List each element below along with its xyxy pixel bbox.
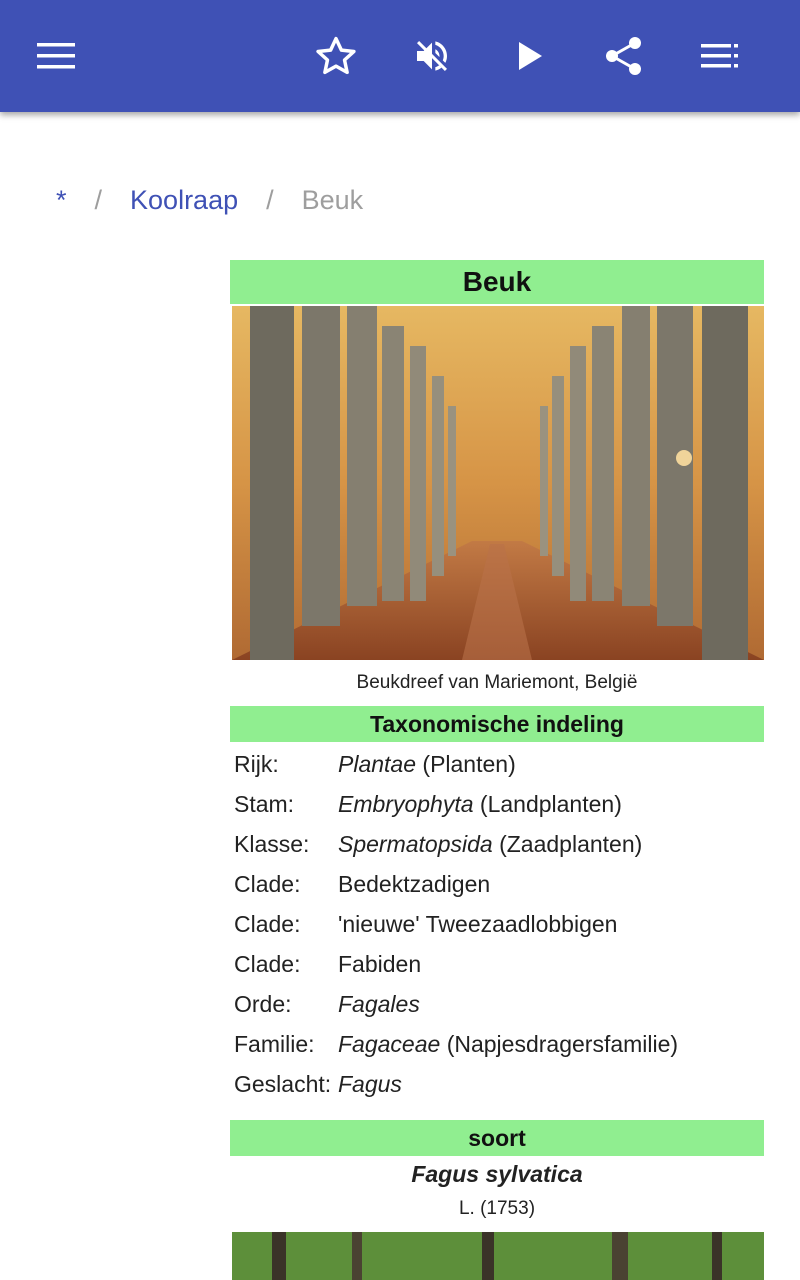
star-outline-icon [315,36,357,76]
taxonomy-rank: Clade: [234,910,301,937]
taxonomy-rank: Stam: [234,790,295,817]
taxonomy-rank: Rijk: [234,750,279,777]
taxonomy-row [230,864,764,904]
breadcrumb-parent-link[interactable]: Koolraap [130,184,239,215]
taxonomy-row [230,824,764,864]
breadcrumb-separator: / [266,184,274,215]
species-author: L. (1753) [458,1198,536,1219]
taxonomy-value[interactable] [338,871,490,898]
play-icon [517,41,543,71]
taxonomy-rank: Klasse: [234,830,310,857]
favorite-button[interactable] [308,28,364,84]
taxonomy-value[interactable] [338,751,516,778]
taxonomy-row [230,1024,764,1064]
taxonomy-row [230,744,764,784]
taxon-name: Embryophyta [338,790,474,817]
photo-caption: Beukdreef van Mariemont, België [356,672,638,693]
taxon-name: Fagaceae [338,1030,441,1057]
taxonomy-rank: Geslacht: [234,1070,332,1097]
playlist-icon [701,43,739,69]
beech-avenue-photo[interactable] [232,306,764,660]
taxonomy-row [230,904,764,944]
share-icon [605,36,643,76]
menu-icon [37,42,75,70]
taxonomy-value[interactable] [338,831,642,858]
taxonomy-row [230,784,764,824]
menu-button[interactable] [28,28,84,84]
taxonomy-header: Taxonomische indeling [230,706,764,742]
taxonomy-value[interactable] [338,1071,402,1098]
breadcrumb-current: Beuk [301,184,364,215]
taxon-name: Plantae [338,750,417,777]
taxon-name: Fagales [338,990,420,1017]
photo-illustration [232,306,764,660]
taxonomy-rank: Familie: [234,1030,315,1057]
species-name: Fagus sylvatica [411,1161,583,1187]
breadcrumb-root-link[interactable]: * [56,184,67,215]
taxon-common-name: (Landplanten) [473,790,622,817]
taxonomy-row [230,944,764,984]
share-button[interactable] [596,28,652,84]
taxonomy-rank: Clade: [234,950,301,977]
taxonomy-value[interactable] [338,991,420,1018]
taxon-name: 'nieuwe' Tweezaadlobbigen [338,910,618,937]
species-header: soort [230,1120,764,1156]
taxon-common-name: (Napjesdragersfamilie) [440,1030,679,1057]
taxon-name: Fagus [338,1070,402,1097]
taxon-name: Bedektzadigen [338,870,491,897]
taxonomy-rank: Orde: [234,990,292,1017]
taxon-name: Spermatopsida [338,830,493,857]
taxon-common-name: (Zaadplanten) [492,830,643,857]
breadcrumb-separator: / [94,184,103,215]
beech-forest-photo[interactable] [232,1232,764,1280]
breadcrumb [56,180,363,220]
taxon-common-name: (Planten) [416,750,516,777]
mute-button[interactable] [404,28,460,84]
photo-illustration [232,1232,764,1280]
infobox-title: Beuk [230,260,764,304]
taxonomy-value[interactable] [338,1031,678,1058]
taxonomy-row [230,984,764,1024]
taxonomy-value[interactable] [338,951,421,978]
volume-off-icon [412,36,452,76]
taxonomy-rank: Clade: [234,870,301,897]
playlist-button[interactable] [692,28,748,84]
taxonomy-value[interactable] [338,791,622,818]
app-bar [0,0,800,112]
taxonomy-row [230,1064,764,1104]
taxon-name: Fabiden [338,950,422,977]
taxonomy-value[interactable] [338,911,617,938]
taxonomy-table [230,744,764,1104]
play-button[interactable] [502,28,558,84]
infobox [230,260,764,1280]
